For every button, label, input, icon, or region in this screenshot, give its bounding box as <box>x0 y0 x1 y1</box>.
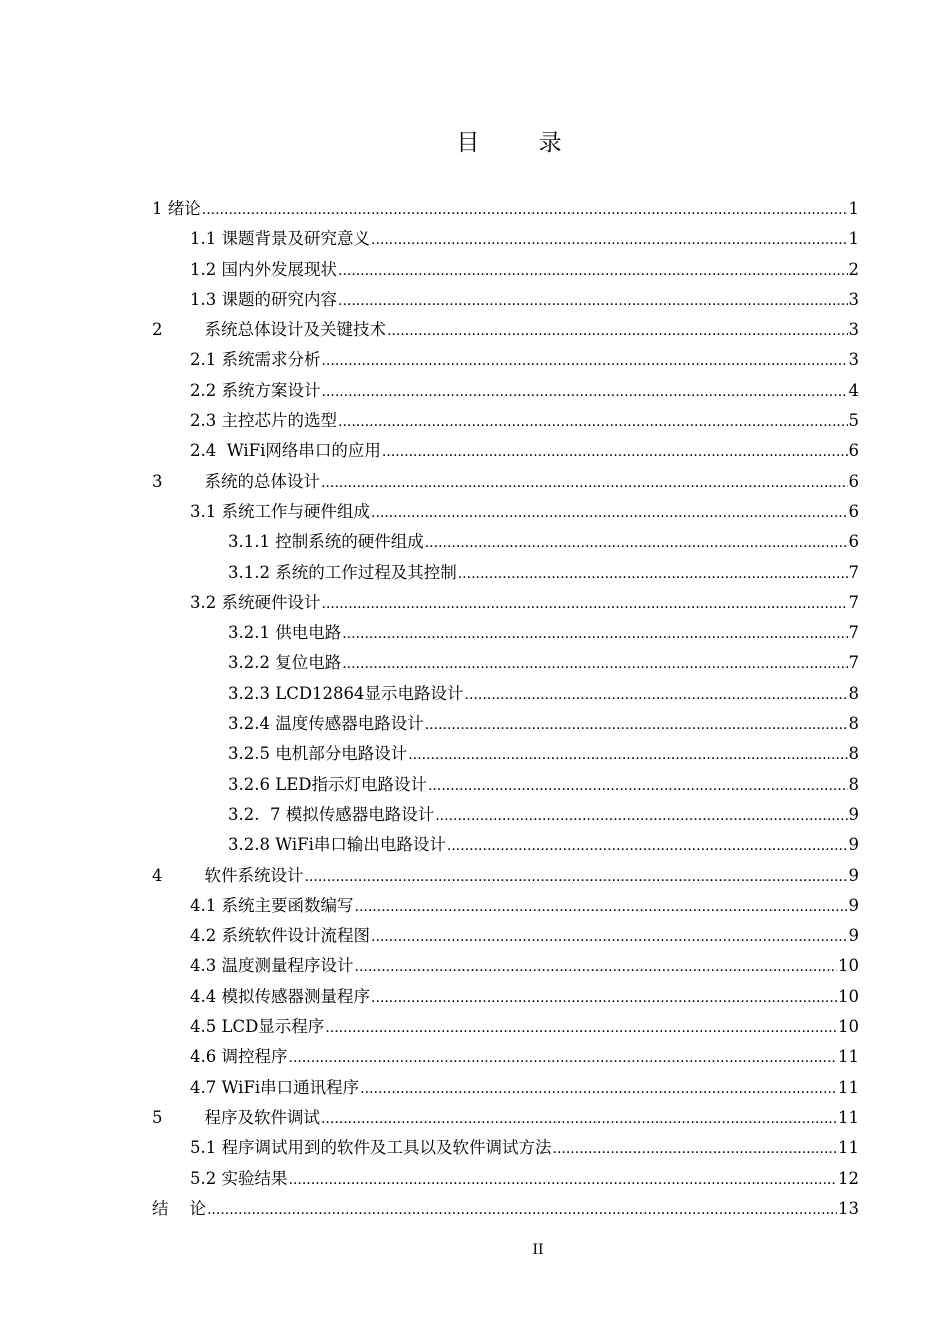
toc-entry[interactable] <box>152 345 859 375</box>
toc-entry-title: 程序及软件调试 <box>204 1107 320 1127</box>
toc-entry-page: 9 <box>848 865 859 885</box>
toc-entry[interactable] <box>152 406 859 436</box>
toc-entry-page: 11 <box>838 1047 859 1067</box>
toc-entry-number: 3.2.4 <box>228 714 276 734</box>
toc-entry-title: 复位电路 <box>275 653 342 673</box>
toc-dot-leader <box>322 589 848 619</box>
toc-entry[interactable] <box>152 1103 859 1133</box>
toc-entry-title: 供电电路 <box>275 623 342 643</box>
toc-entry[interactable] <box>152 618 859 648</box>
toc-entry-number: 1.3 <box>190 289 222 309</box>
toc-entry-number: 3.2. 7 <box>228 804 286 824</box>
toc-entry-page: 7 <box>848 562 859 582</box>
toc-entry-page: 6 <box>848 532 859 552</box>
toc-entry-page: 12 <box>838 1168 859 1188</box>
table-of-contents <box>152 194 859 1224</box>
toc-entry-page: 10 <box>838 986 859 1006</box>
toc-entry-page: 8 <box>848 683 859 703</box>
toc-entry-title: 结 论 <box>152 1198 206 1218</box>
toc-dot-leader <box>458 559 848 589</box>
toc-entry-page: 8 <box>848 714 859 734</box>
toc-entry[interactable] <box>152 497 859 527</box>
toc-entry[interactable] <box>152 739 859 769</box>
toc-dot-leader <box>553 1134 838 1164</box>
toc-entry[interactable] <box>152 376 859 406</box>
toc-entry[interactable] <box>152 982 859 1012</box>
toc-entry[interactable] <box>152 1073 859 1103</box>
toc-entry-number: 2 <box>152 320 205 340</box>
toc-entry-page: 10 <box>838 956 859 976</box>
toc-entry-page: 8 <box>848 774 859 794</box>
toc-dot-leader <box>382 437 848 467</box>
toc-entry-number: 3.1.1 <box>228 532 276 552</box>
toc-entry-number: 4.1 <box>190 895 222 915</box>
toc-dot-leader <box>408 740 847 770</box>
toc-entry-title: 温度测量程序设计 <box>221 956 354 976</box>
toc-entry[interactable] <box>152 194 859 224</box>
toc-dot-leader <box>338 256 848 286</box>
toc-entry-number: 1.2 <box>190 259 222 279</box>
toc-entry-number: 2.4 <box>190 441 227 461</box>
toc-entry-number: 5.1 <box>190 1138 222 1158</box>
toc-entry-title: 系统的工作过程及其控制 <box>275 562 457 582</box>
toc-entry[interactable] <box>152 315 859 345</box>
toc-entry[interactable] <box>152 1133 859 1163</box>
toc-entry-title: 控制系统的硬件组成 <box>275 532 424 552</box>
toc-dot-leader <box>202 195 848 225</box>
toc-entry-title: 国内外发展现状 <box>221 259 337 279</box>
toc-entry-number: 4.6 <box>190 1047 222 1067</box>
toc-entry-number: 5.2 <box>190 1168 222 1188</box>
toc-entry[interactable] <box>152 436 859 466</box>
toc-entry-number: 3.2.3 <box>228 683 276 703</box>
toc-entry-number: 4.5 <box>190 1017 222 1037</box>
toc-entry-title: 软件系统设计 <box>204 865 304 885</box>
toc-entry-number: 2.3 <box>190 411 222 431</box>
toc-entry-title: WiFi串口输出电路设计 <box>275 835 446 855</box>
toc-entry-title: LED指示灯电路设计 <box>275 774 427 794</box>
toc-dot-leader <box>371 225 848 255</box>
toc-entry-number: 4.2 <box>190 926 222 946</box>
toc-entry-title: 程序调试用到的软件及工具以及软件调试方法 <box>221 1138 552 1158</box>
toc-entry-number: 2.2 <box>190 380 222 400</box>
toc-entry-number: 3 <box>152 471 205 491</box>
toc-entry[interactable] <box>152 648 859 678</box>
toc-entry-title: 模拟传感器测量程序 <box>221 986 370 1006</box>
toc-dot-leader <box>387 316 848 346</box>
toc-dot-leader <box>425 710 848 740</box>
toc-dot-leader <box>322 377 848 407</box>
toc-entry-title: 调控程序 <box>221 1047 288 1067</box>
toc-dot-leader <box>338 407 848 437</box>
toc-entry-title: LCD12864显示电路设计 <box>275 683 464 703</box>
page-number: II <box>532 1242 544 1258</box>
toc-dot-leader <box>428 771 848 801</box>
toc-entry[interactable] <box>152 709 859 739</box>
toc-entry-title: 绪论 <box>167 199 201 218</box>
toc-entry-page: 8 <box>848 744 859 764</box>
toc-entry[interactable] <box>152 467 859 497</box>
toc-entry-title: 实验结果 <box>221 1168 288 1188</box>
toc-entry[interactable] <box>152 921 859 951</box>
toc-dot-leader <box>465 680 848 710</box>
toc-entry[interactable] <box>152 255 859 285</box>
toc-entry[interactable] <box>152 285 859 315</box>
toc-entry-title: 系统软件设计流程图 <box>221 926 370 946</box>
toc-entry[interactable] <box>152 1012 859 1042</box>
toc-dot-leader <box>304 862 847 892</box>
toc-entry-number: 2.1 <box>190 350 222 370</box>
toc-entry-page: 7 <box>848 592 859 612</box>
toc-entry-page: 11 <box>838 1077 859 1097</box>
toc-entry[interactable] <box>152 951 859 981</box>
toc-entry-title: 系统的总体设计 <box>204 471 320 491</box>
toc-dot-leader <box>355 952 838 982</box>
toc-entry-title: WiFi网络串口的应用 <box>226 441 381 461</box>
toc-entry-number: 4 <box>152 865 205 885</box>
toc-dot-leader <box>338 286 848 316</box>
toc-entry-title: LCD显示程序 <box>221 1017 325 1037</box>
toc-entry-page: 10 <box>838 1017 859 1037</box>
toc-dot-leader <box>342 619 847 649</box>
toc-title: 目 录 <box>456 130 588 156</box>
toc-entry-page: 3 <box>848 320 859 340</box>
toc-entry-title: 系统主要函数编写 <box>221 895 354 915</box>
toc-entry-page: 6 <box>848 441 859 461</box>
toc-entry-page: 9 <box>848 804 859 824</box>
toc-entry-number: 3.2.1 <box>228 623 276 643</box>
toc-dot-leader <box>207 1195 837 1225</box>
toc-dot-leader <box>289 1043 838 1073</box>
toc-dot-leader <box>425 528 848 558</box>
toc-entry[interactable] <box>152 1164 859 1194</box>
toc-entry-title: 系统方案设计 <box>221 380 321 400</box>
toc-dot-leader <box>355 892 848 922</box>
toc-entry-number: 3.1.2 <box>228 562 276 582</box>
toc-dot-leader <box>342 649 847 679</box>
toc-entry-title: 电机部分电路设计 <box>275 744 408 764</box>
toc-dot-leader <box>371 498 848 528</box>
toc-entry[interactable] <box>152 770 859 800</box>
toc-entry-page: 7 <box>848 653 859 673</box>
toc-entry-title: 系统工作与硬件组成 <box>221 501 370 521</box>
toc-entry-number: 4.4 <box>190 986 222 1006</box>
toc-entry-page: 13 <box>838 1198 859 1218</box>
toc-entry-page: 3 <box>848 350 859 370</box>
toc-entry-title: 系统硬件设计 <box>221 592 321 612</box>
toc-entry[interactable] <box>152 1194 859 1224</box>
toc-entry-page: 6 <box>848 471 859 491</box>
toc-entry-page: 9 <box>848 926 859 946</box>
toc-entry-title: 课题背景及研究意义 <box>221 229 370 249</box>
toc-entry-title: 温度传感器电路设计 <box>275 714 424 734</box>
toc-entry[interactable] <box>152 830 859 860</box>
toc-entry[interactable] <box>152 224 859 254</box>
toc-entry-page: 11 <box>838 1138 859 1158</box>
toc-dot-leader <box>321 468 848 498</box>
toc-entry-number: 3.2.2 <box>228 653 276 673</box>
toc-entry-title: 主控芯片的选型 <box>221 411 337 431</box>
toc-entry[interactable] <box>152 891 859 921</box>
toc-entry[interactable] <box>152 527 859 557</box>
toc-entry-page: 11 <box>838 1107 859 1127</box>
toc-entry-title: 课题的研究内容 <box>221 289 337 309</box>
toc-entry-page: 9 <box>848 835 859 855</box>
toc-dot-leader <box>322 346 848 376</box>
toc-entry-title: 系统总体设计及关键技术 <box>204 320 386 340</box>
toc-dot-leader <box>321 1104 837 1134</box>
toc-entry-number: 1.1 <box>190 229 222 249</box>
toc-entry[interactable] <box>152 861 859 891</box>
toc-entry-page: 2 <box>848 259 859 279</box>
toc-entry-number: 4.3 <box>190 956 222 976</box>
toc-entry-title: 模拟传感器电路设计 <box>285 804 435 824</box>
toc-entry-page: 1 <box>848 229 859 249</box>
toc-dot-leader <box>289 1165 838 1195</box>
toc-entry-number: 1 <box>152 199 168 218</box>
toc-dot-leader <box>371 922 848 952</box>
toc-entry[interactable] <box>152 1042 859 1072</box>
toc-dot-leader <box>435 801 847 831</box>
toc-entry-page: 9 <box>848 895 859 915</box>
toc-entry-page: 5 <box>848 411 859 431</box>
toc-entry[interactable] <box>152 800 859 830</box>
toc-entry-number: 3.2.5 <box>228 744 276 764</box>
toc-dot-leader <box>447 831 848 861</box>
toc-entry[interactable] <box>152 588 859 618</box>
toc-entry-page: 7 <box>848 623 859 643</box>
toc-entry-number: 5 <box>152 1107 205 1127</box>
toc-entry-page: 3 <box>848 289 859 309</box>
toc-entry-title: 系统需求分析 <box>221 350 321 370</box>
toc-entry-number: 3.2.8 <box>228 835 276 855</box>
toc-entry[interactable] <box>152 679 859 709</box>
toc-entry-number: 4.7 <box>190 1077 222 1097</box>
toc-entry-number: 3.1 <box>190 501 222 521</box>
toc-entry-number: 3.2.6 <box>228 774 276 794</box>
toc-entry[interactable] <box>152 558 859 588</box>
toc-entry-page: 6 <box>848 501 859 521</box>
toc-dot-leader <box>360 1074 837 1104</box>
toc-dot-leader <box>371 983 837 1013</box>
toc-entry-title: WiFi串口通讯程序 <box>221 1077 360 1097</box>
toc-entry-number: 3.2 <box>190 592 222 612</box>
toc-entry-page: 4 <box>848 380 859 400</box>
toc-entry-page: 1 <box>848 199 859 218</box>
toc-dot-leader <box>325 1013 837 1043</box>
